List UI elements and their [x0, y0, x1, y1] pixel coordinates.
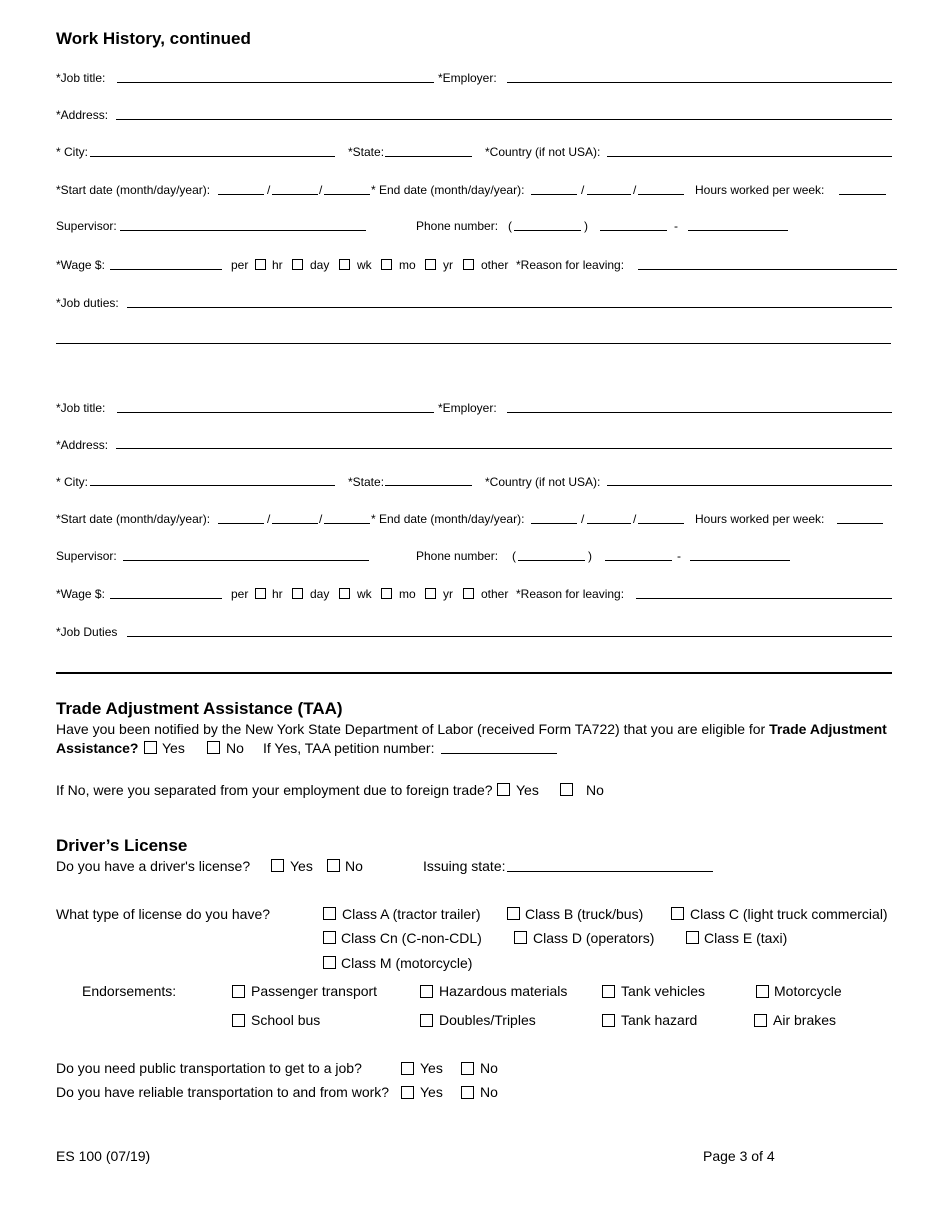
job-duties-field[interactable] [127, 636, 892, 637]
country-label: *Country (if not USA): [485, 475, 601, 489]
taa-question-bold-end: Assistance? [56, 740, 139, 756]
taa-petition-label: If Yes, TAA petition number: [263, 740, 435, 756]
state-field[interactable] [385, 156, 472, 157]
class-m-checkbox[interactable] [323, 956, 336, 969]
passenger-transport-label: Passenger transport [251, 983, 378, 999]
country-field[interactable] [607, 485, 892, 486]
passenger-transport-checkbox[interactable] [232, 985, 245, 998]
job-duties-label: *Job Duties [56, 625, 118, 639]
job-duties-label: *Job duties: [56, 296, 119, 310]
address-label: *Address: [56, 108, 109, 122]
doubles-triples-checkbox[interactable] [420, 1014, 433, 1027]
date-separator: / [267, 183, 271, 197]
mo-checkbox[interactable] [381, 259, 392, 270]
hazardous-materials-label: Hazardous materials [439, 983, 568, 999]
address-field[interactable] [116, 448, 892, 449]
start-day-field[interactable] [272, 523, 318, 524]
license-no-checkbox[interactable] [327, 859, 340, 872]
issuing-state-label: Issuing state: [423, 858, 506, 874]
start-date-label: *Start date (month/day/year): [56, 183, 211, 197]
air-brakes-label: Air brakes [773, 1012, 837, 1028]
school-bus-label: School bus [251, 1012, 321, 1028]
reliable-transport-yes-checkbox[interactable] [401, 1086, 414, 1099]
taa-yes-label: Yes [162, 740, 185, 756]
class-c-label: Class C (light truck commercial) [690, 906, 888, 922]
phone-dash: - [677, 549, 681, 563]
wage-field[interactable] [110, 269, 222, 270]
job-title-field[interactable] [117, 82, 434, 83]
class-b-checkbox[interactable] [507, 907, 520, 920]
reliable-transport-no-checkbox[interactable] [461, 1086, 474, 1099]
country-label: *Country (if not USA): [485, 145, 601, 159]
yr-label: yr [443, 258, 453, 272]
yr-label: yr [443, 587, 453, 601]
hr-label: hr [272, 258, 283, 272]
reliable-transport-yes-label: Yes [420, 1084, 443, 1100]
reliable-transport-question: Do you have reliable transportation to and from work? [56, 1084, 390, 1100]
reason-label: *Reason for leaving: [516, 587, 625, 601]
hours-label: Hours worked per week: [695, 512, 825, 526]
supervisor-label: Supervisor: [56, 549, 117, 563]
yr-checkbox[interactable] [425, 588, 436, 599]
wage-label: *Wage $: [56, 587, 105, 601]
school-bus-checkbox[interactable] [232, 1014, 245, 1027]
phone-paren-open: ( [508, 219, 512, 233]
end-year-field[interactable] [638, 194, 684, 195]
city-field[interactable] [90, 485, 335, 486]
city-label: * City: [56, 475, 89, 489]
day-checkbox[interactable] [292, 588, 303, 599]
class-a-label: Class A (tractor trailer) [342, 906, 481, 922]
tank-hazard-checkbox[interactable] [602, 1014, 615, 1027]
date-separator: / [319, 512, 323, 526]
class-cn-checkbox[interactable] [323, 931, 336, 944]
day-label: day [310, 258, 330, 272]
phone-prefix-field[interactable] [605, 560, 672, 561]
tank-vehicles-checkbox[interactable] [602, 985, 615, 998]
end-year-field[interactable] [638, 523, 684, 524]
class-cn-label: Class Cn (C-non-CDL) [341, 930, 482, 946]
phone-label: Phone number: [416, 219, 499, 233]
class-m-label: Class M (motorcycle) [341, 955, 473, 971]
class-d-checkbox[interactable] [514, 931, 527, 944]
public-transport-yes-checkbox[interactable] [401, 1062, 414, 1075]
per-label: per [231, 587, 249, 601]
wage-field[interactable] [110, 598, 222, 599]
start-month-field[interactable] [218, 194, 264, 195]
taa-yes-checkbox[interactable] [144, 741, 157, 754]
class-a-checkbox[interactable] [323, 907, 336, 920]
date-separator: / [581, 512, 585, 526]
foreign-trade-no-label: No [586, 782, 604, 798]
date-separator: / [581, 183, 585, 197]
phone-paren-close: ) [588, 549, 592, 563]
class-b-label: Class B (truck/bus) [525, 906, 644, 922]
other-checkbox[interactable] [463, 588, 474, 599]
job-duties-field-line2[interactable] [56, 343, 891, 344]
phone-area-field[interactable] [518, 560, 585, 561]
job-duties-field[interactable] [127, 307, 892, 308]
job-title-field[interactable] [117, 412, 434, 413]
employer-field[interactable] [507, 82, 892, 83]
phone-dash: - [674, 219, 678, 233]
other-label: other [481, 587, 509, 601]
license-yes-checkbox[interactable] [271, 859, 284, 872]
other-checkbox[interactable] [463, 259, 474, 270]
license-question: Do you have a driver's license? [56, 858, 251, 874]
phone-prefix-field[interactable] [600, 230, 667, 231]
country-field[interactable] [607, 156, 892, 157]
end-month-field[interactable] [531, 523, 577, 524]
hours-label: Hours worked per week: [695, 183, 825, 197]
tank-hazard-label: Tank hazard [621, 1012, 698, 1028]
public-transport-question: Do you need public transportation to get to a job? [56, 1060, 362, 1076]
public-transport-yes-label: Yes [420, 1060, 443, 1076]
license-yes-label: Yes [290, 858, 313, 874]
reliable-transport-no-label: No [480, 1084, 498, 1100]
mo-label: mo [399, 258, 416, 272]
start-year-field[interactable] [324, 523, 370, 524]
class-e-checkbox[interactable] [686, 931, 699, 944]
state-label: *State: [348, 145, 385, 159]
license-no-label: No [345, 858, 363, 874]
state-field[interactable] [385, 485, 472, 486]
public-transport-no-checkbox[interactable] [461, 1062, 474, 1075]
mo-label: mo [399, 587, 416, 601]
job-title-label: *Job title: [56, 401, 106, 415]
start-year-field[interactable] [324, 194, 370, 195]
date-separator: / [267, 512, 271, 526]
wk-checkbox[interactable] [339, 259, 350, 270]
tank-vehicles-label: Tank vehicles [621, 983, 706, 999]
taa-question-bold: Trade Adjustment [769, 721, 887, 737]
foreign-trade-yes-label: Yes [516, 782, 539, 798]
mo-checkbox[interactable] [381, 588, 392, 599]
doubles-triples-label: Doubles/Triples [439, 1012, 536, 1028]
address-field[interactable] [116, 119, 892, 120]
motorcycle-endorsement-checkbox[interactable] [756, 985, 769, 998]
motorcycle-endorsement-label: Motorcycle [774, 983, 842, 999]
page-title: Work History, continued [56, 29, 251, 48]
wk-label: wk [357, 587, 372, 601]
phone-line-field[interactable] [688, 230, 788, 231]
job-title-label: *Job title: [56, 71, 106, 85]
phone-paren-open: ( [512, 549, 516, 563]
reason-field[interactable] [638, 269, 897, 270]
reason-field[interactable] [636, 598, 892, 599]
phone-paren-close: ) [584, 219, 588, 233]
class-e-label: Class E (taxi) [704, 930, 788, 946]
endorsements-label: Endorsements: [82, 983, 177, 999]
taa-no-checkbox[interactable] [207, 741, 220, 754]
end-day-field[interactable] [587, 523, 631, 524]
taa-no-label: No [226, 740, 244, 756]
employer-label: *Employer: [438, 401, 497, 415]
hr-checkbox[interactable] [255, 588, 266, 599]
taa-question-text [56, 721, 887, 737]
employer-field[interactable] [507, 412, 892, 413]
day-checkbox[interactable] [292, 259, 303, 270]
day-label: day [310, 587, 330, 601]
class-d-label: Class D (operators) [533, 930, 655, 946]
supervisor-field[interactable] [123, 560, 369, 561]
wage-label: *Wage $: [56, 258, 105, 272]
start-month-field[interactable] [218, 523, 264, 524]
supervisor-field[interactable] [120, 230, 366, 231]
foreign-trade-no-checkbox[interactable] [560, 783, 573, 796]
end-day-field[interactable] [587, 194, 631, 195]
foreign-trade-yes-checkbox[interactable] [497, 783, 510, 796]
start-day-field[interactable] [272, 194, 318, 195]
air-brakes-checkbox[interactable] [754, 1014, 767, 1027]
city-label: * City: [56, 145, 89, 159]
date-separator: / [319, 183, 323, 197]
phone-label: Phone number: [416, 549, 499, 563]
end-date-label: * End date (month/day/year): [371, 183, 525, 197]
phone-area-field[interactable] [514, 230, 581, 231]
wk-label: wk [357, 258, 372, 272]
phone-line-field[interactable] [690, 560, 790, 561]
hazardous-materials-checkbox[interactable] [420, 985, 433, 998]
issuing-state-field[interactable] [507, 871, 713, 872]
end-month-field[interactable] [531, 194, 577, 195]
reason-label: *Reason for leaving: [516, 258, 625, 272]
address-label: *Address: [56, 438, 109, 452]
city-field[interactable] [90, 156, 335, 157]
job-duties-field-line2[interactable] [56, 672, 892, 674]
hr-checkbox[interactable] [255, 259, 266, 270]
other-label: other [481, 258, 509, 272]
supervisor-label: Supervisor: [56, 219, 117, 233]
drivers-license-heading: Driver’s License [56, 836, 188, 855]
foreign-trade-question: If No, were you separated from your employment due to foreign trade? [56, 782, 493, 798]
hours-field[interactable] [837, 523, 883, 524]
hr-label: hr [272, 587, 283, 601]
wk-checkbox[interactable] [339, 588, 350, 599]
state-label: *State: [348, 475, 385, 489]
public-transport-no-label: No [480, 1060, 498, 1076]
license-type-question: What type of license do you have? [56, 906, 271, 922]
employer-label: *Employer: [438, 71, 497, 85]
end-date-label: * End date (month/day/year): [371, 512, 525, 526]
class-c-checkbox[interactable] [671, 907, 684, 920]
date-separator: / [633, 512, 637, 526]
hours-field[interactable] [839, 194, 886, 195]
taa-heading: Trade Adjustment Assistance (TAA) [56, 699, 343, 718]
date-separator: / [633, 183, 637, 197]
form-id: ES 100 (07/19) [56, 1148, 151, 1164]
page-number: Page 3 of 4 [703, 1148, 775, 1164]
yr-checkbox[interactable] [425, 259, 436, 270]
taa-question-body: Have you been notified by the New York State Department of Labor (received Form TA722) that you are eligible for [56, 721, 770, 737]
taa-petition-field[interactable] [441, 753, 557, 754]
per-label: per [231, 258, 249, 272]
start-date-label: *Start date (month/day/year): [56, 512, 211, 526]
